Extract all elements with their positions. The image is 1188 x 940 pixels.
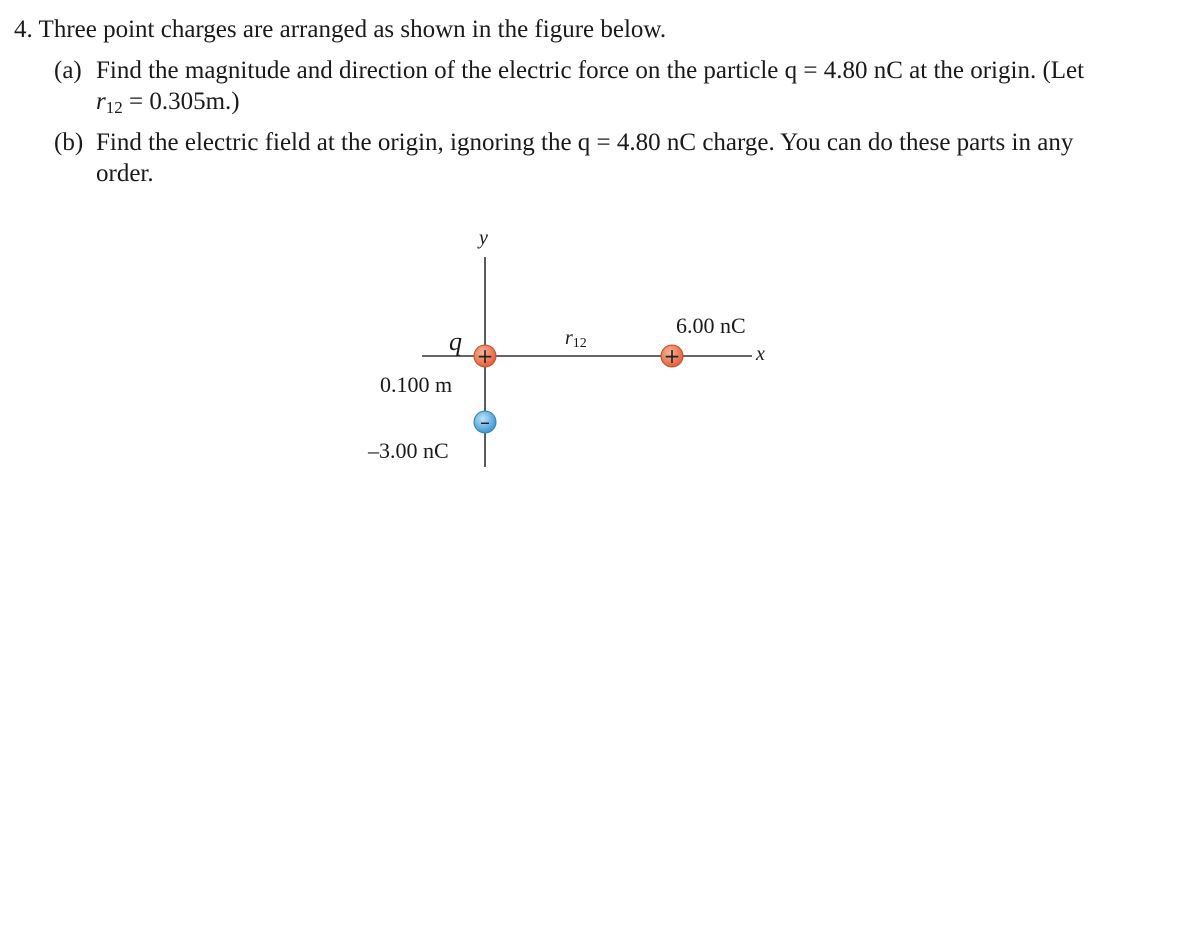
origin-charge — [474, 344, 496, 368]
r12-letter: r — [565, 327, 573, 349]
charge-diagram — [360, 225, 800, 485]
r12-subscript: 12 — [572, 336, 587, 351]
part-a-text — [96, 55, 1114, 117]
origin-charge-label: q — [449, 327, 462, 356]
problem-heading: 4. Three point charges are arranged as shown in the figure below. — [14, 16, 667, 43]
right-charge — [661, 344, 683, 368]
lower-charge-label: –3.00 nC — [368, 438, 449, 463]
part-a-text-2: = 0.305m.) — [122, 88, 240, 115]
part-a-text-1: Find the magnitude and direction of the electric force on the particle q = 4.80 nC at the origin. (Let — [96, 57, 1085, 84]
origin-plus-sign: + — [476, 344, 494, 368]
r-letter: r — [96, 88, 106, 115]
y-axis-label: y — [479, 227, 488, 249]
part-a-label: (a) — [54, 57, 82, 84]
part-a — [14, 55, 1114, 117]
lower-charge — [474, 410, 496, 434]
part-b — [14, 127, 1114, 189]
part-b-label: (b) — [54, 129, 84, 156]
x-axis-label: x — [756, 343, 765, 365]
r-subscript: 12 — [105, 98, 123, 117]
lower-minus-sign: – — [480, 410, 490, 434]
distance-label: 0.100 m — [380, 372, 453, 397]
right-charge-label: 6.00 nC — [676, 313, 746, 338]
problem-statement — [14, 14, 1114, 189]
r12-symbol — [96, 88, 123, 115]
right-plus-sign: + — [663, 344, 681, 368]
part-b-text: Find the electric field at the origin, ignoring the q = 4.80 nC charge. You can do these parts in any order. — [96, 129, 1074, 187]
r12-label — [565, 327, 587, 350]
